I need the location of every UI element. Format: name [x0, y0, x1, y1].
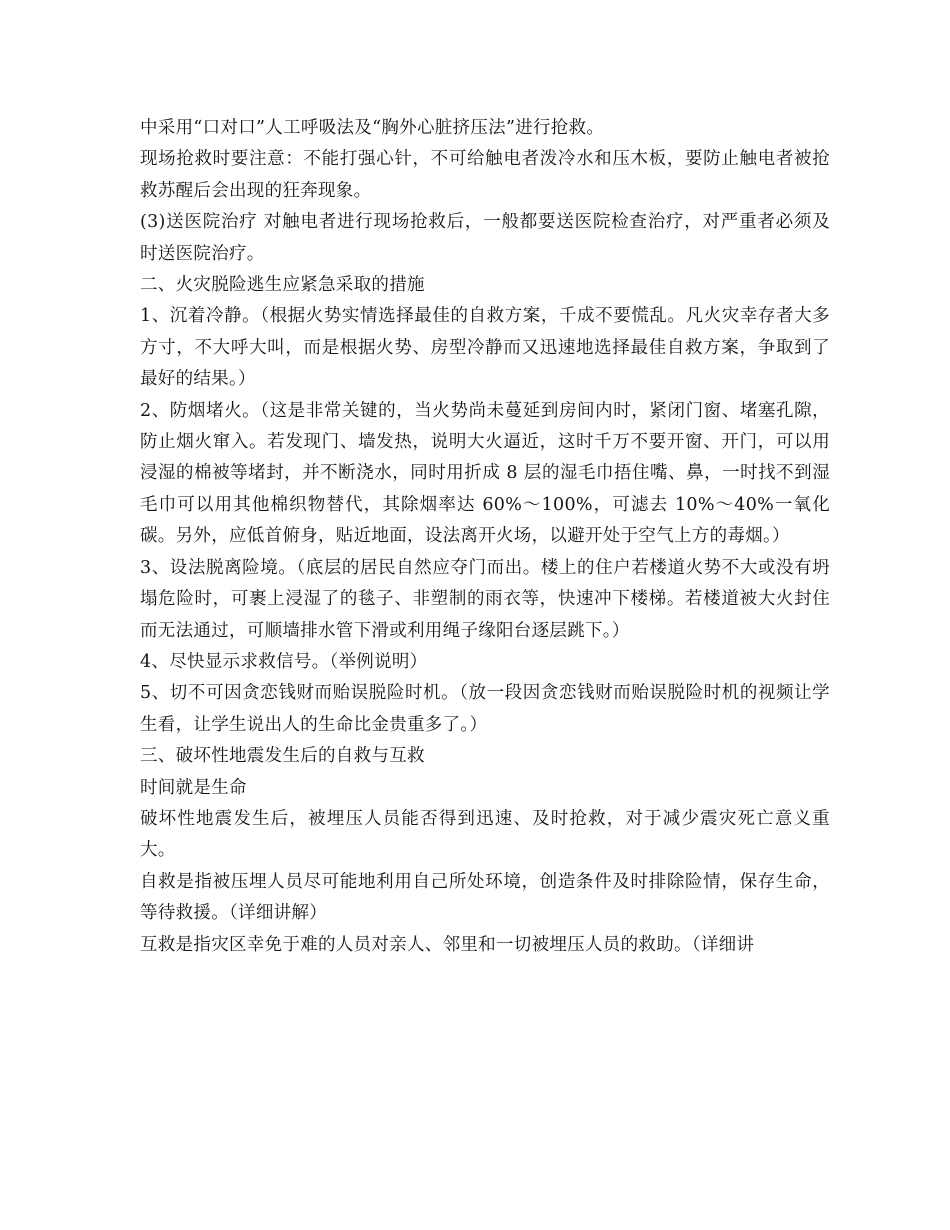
paragraph-timely-rescue: 破坏性地震发生后，被埋压人员能否得到迅速、及时抢救，对于减少震灾死亡意义重大。 [140, 808, 830, 861]
paragraph-self-rescue: 自救是指被压埋人员尽可能地利用自己所处环境，创造条件及时排除险情，保存生命，等待救援。（详细讲解） [140, 871, 830, 924]
paragraph-no-valuables: 5、切不可因贪恋钱财而贻误脱险时机。（放一段因贪恋钱财而贻误脱险时机的视频让学生看，让学生说出人的生命比金贵重多了。） [140, 683, 830, 735]
paragraph-rescue-notes: 现场抢救时要注意：不能打强心针，不可给触电者泼冷水和压木板，要防止触电者被抢救苏醒后会出现的狂奔现象。 [140, 149, 830, 201]
document-body [140, 113, 830, 961]
paragraph-block-smoke: 2、防烟堵火。（这是非常关键的，当火势尚未蔓延到房间内时，紧闭门窗、堵塞孔隙，防止烟火窜入。若发现门、墙发热，说明大火逼近，这时千万不要开窗、开门，可以用浸湿的棉被等堵封，并不断浇水，同时用折成 8 层的湿毛巾捂住嘴、鼻，一时找不到湿毛巾可以用其他棉织物替代，其除烟率达 60%～100%，可滤去 10%～40%一氧化碳。另外，应低首俯身，贴近地面，设法离开火场，以避开处于空气上方的毒烟。） [140, 400, 830, 547]
paragraph-distress-signal: 4、尽快显示求救信号。（举例说明） [140, 651, 428, 672]
paragraph-cpr-method: 中采用“口对口”人工呼吸法及“胸外心脏挤压法”进行抢救。 [140, 118, 605, 138]
paragraph-stay-calm: 1、沉着冷静。（根据火势实情选择最佳的自救方案，千成不要慌乱。凡火灾幸存者大多方寸，不大呼大叫，而是根据火势、房型冷静而又迅速地选择最佳自救方案，争取到了最好的结果。） [140, 306, 830, 390]
section-heading-fire-escape: 二、火灾脱险逃生应紧急采取的措施 [140, 275, 425, 296]
paragraph-hospital-treatment: (3)送医院治疗 对触电者进行现场抢救后，一般都要送医院检查治疗，对严重者必须及时送医院治疗。 [140, 212, 830, 264]
section-heading-earthquake: 三、破坏性地震发生后的自救与互救 [140, 746, 425, 767]
paragraph-mutual-rescue: 互救是指灾区幸免于难的人员对亲人、邻里和一切被埋压人员的救助。（详细讲 [140, 934, 755, 955]
paragraph-time-is-life: 时间就是生命 [140, 777, 247, 798]
paragraph-escape-danger: 3、设法脱离险境。（底层的居民自然应夺门而出。楼上的住户若楼道火势不大或没有坍塌危险时，可裹上浸湿了的毯子、非塑制的雨衣等，快速冲下楼梯。若楼道被大火封住而无法通过，可顺墙排水管下滑或利用绳子缘阳台逐层跳下。） [140, 557, 830, 641]
